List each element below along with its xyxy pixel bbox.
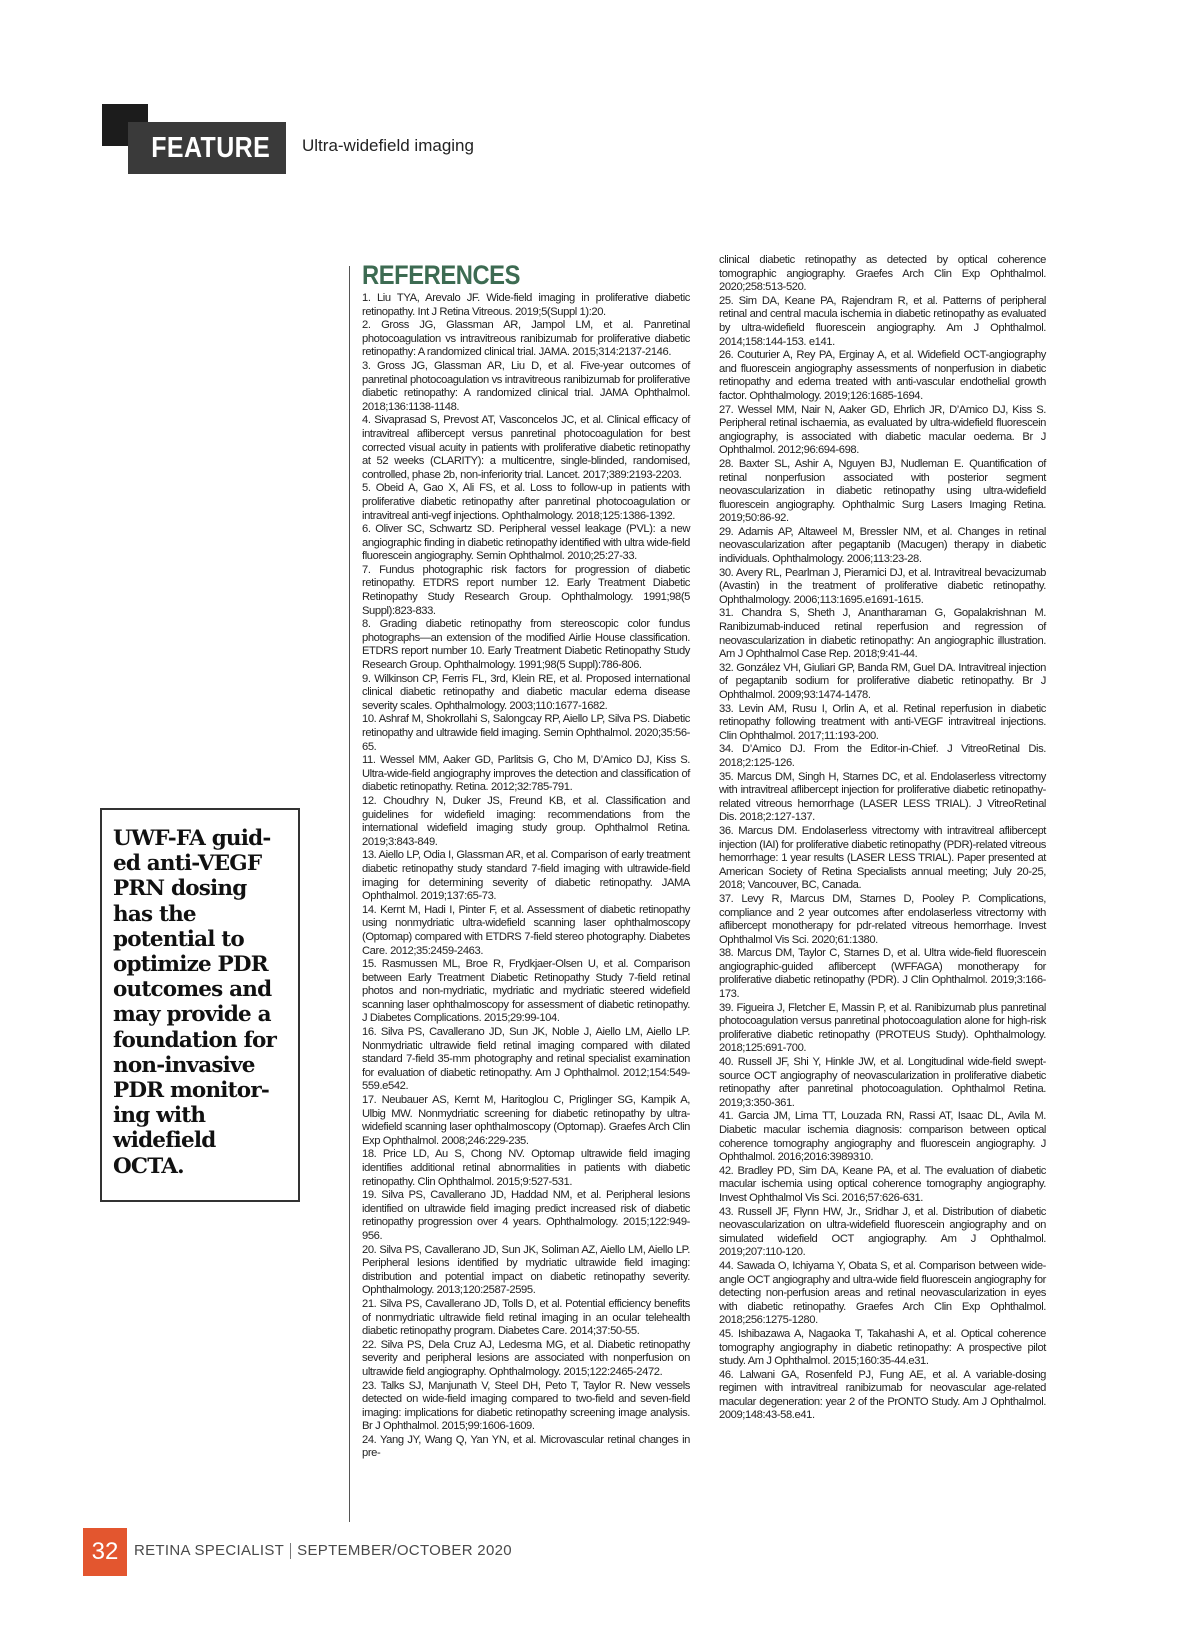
reference-entry: 34. D’Amico DJ. From the Editor-in-Chief. J VitreoRetinal Dis. 2018;2:125-126. [719,743,1046,769]
reference-entry: 30. Avery RL, Pearlman J, Pieramici DJ, et al. Intravitreal bevacizumab (Avastin) in the treatment of proliferative diabetic retinopathy. Ophthalmology. 2006;113:1695.e1691-1615. [719,566,1046,606]
reference-entry: 40. Russell JF, Shi Y, Hinkle JW, et al. Longitudinal wide-field swept-source OCT angiography of neovascularization in proliferative diabetic retinopathy after panretinal photocoagulation. Ophthalmol Retina. 2019;3:350-361. [719,1056,1046,1109]
reference-entry: 42. Bradley PD, Sim DA, Keane PA, et al. The evaluation of diabetic macular ischemia using optical coherence tomography angiography. Invest Ophthalmol Vis Sci. 2016;57:626-631. [719,1164,1046,1204]
reference-entry: 37. Levy R, Marcus DM, Starnes D, Pooley P. Complications, compliance and 2 year outcomes after endolaserless vitrectomy with aflibercept monotherapy for pdr-related vitreous hemorrhage. Invest Ophthalmol Vis Sci. 2020;61:1380. [719,892,1046,946]
reference-entry: 24. Yang JY, Wang Q, Yan YN, et al. Microvascular retinal changes in pre- [362,1433,690,1460]
reference-entry: 41. Garcia JM, Lima TT, Louzada RN, Rassi AT, Isaac DL, Avila M. Diabetic macular ischemia diagnosis: comparison between optical coherence tomography angiography and fluorescein angiography. J Ophthalmol. 2016;2016:3989310. [719,1110,1046,1164]
references-heading: REFERENCES [362,260,520,290]
reference-entry: 28. Baxter SL, Ashir A, Nguyen BJ, Nudleman E. Quantification of retinal nonperfusion associated with posterior segment neovascularization in diabetic retinopathy using ultra-widefield fluorescein angiography. Ophthalmic Surg Lasers Imaging Retina. 2019;50:86-92. [719,457,1046,525]
reference-entry: 3. Gross JG, Glassman AR, Liu D, et al. Five-year outcomes of panretinal photocoagulation vs intravitreous ranibizumab for proliferative diabetic retinopathy: A randomized clinical trial. JAMA Ophthalmol. 2018;136:1138-1148. [362,359,690,413]
reference-entry: 25. Sim DA, Keane PA, Rajendram R, et al. Patterns of peripheral retinal and central macula ischemia in diabetic retinopathy as evaluated by ultra-widefield fluorescein angiography. Am J Ophthalmol. 2014;158:144-153. e141. [719,294,1046,348]
reference-entry: 45. Ishibazawa A, Nagaoka T, Takahashi A, et al. Optical coherence tomography angiography in diabetic retinopathy: A prospective pilot study. Am J Ophthalmol. 2015;160:35-44.e31. [719,1327,1046,1368]
reference-entry: 17. Neubauer AS, Kernt M, Haritoglou C, Priglinger SG, Kampik A, Ulbig MW. Nonmydriatic screening for diabetic retinopathy by ultra-widefield scanning laser ophthalmoscopy (Optomap). Graefes Arch Clin Exp Ophthalmol. 2008;246:229-235. [362,1094,690,1147]
references-column-right [719,254,1046,1423]
reference-entry: 35. Marcus DM, Singh H, Starnes DC, et al. Endolaserless vitrectomy with intravitreal aflibercept injection for proliferative diabetic retinopathy-related vitreous hemorrhage (LASER LESS TRIAL). J VitreoRetinal Dis. 2018;2:127-137. [719,770,1046,824]
reference-entry: 22. Silva PS, Dela Cruz AJ, Ledesma MG, et al. Diabetic retinopathy severity and peripheral lesions are associated with nonperfusion on ultrawide field angiography. Ophthalmology. 2015;122:2465-2472. [362,1338,690,1378]
reference-entry: 43. Russell JF, Flynn HW, Jr., Sridhar J, et al. Distribution of diabetic neovascularization on ultra-widefield fluorescein angiography and on simulated widefield OCT angiography. Am J Ophthalmol. 2019;207:110-120. [719,1205,1046,1259]
footer-divider [290,1543,291,1559]
reference-entry: 15. Rasmussen ML, Broe R, Frydkjaer-Olsen U, et al. Comparison between Early Treatment Diabetic Retinopathy Study 7-field retinal photos and non-mydriatic, mydriatic and mydriatic steered widefield scanning laser ophthalmoscopy for assessment of diabetic retinopathy. J Diabetes Complications. 2015;29:99-104. [362,958,690,1025]
reference-entry: 1. Liu TYA, Arevalo JF. Wide-field imaging in proliferative diabetic retinopathy. Int J Retina Vitreous. 2019;5(Suppl 1):20. [362,292,690,318]
reference-entry: 11. Wessel MM, Aaker GD, Parlitsis G, Cho M, D’Amico DJ, Kiss S. Ultra-wide-field angiography improves the detection and classification of diabetic retinopathy. Retina. 2012;32:785-791. [362,754,690,794]
reference-entry: 33. Levin AM, Rusu I, Orlin A, et al. Retinal reperfusion in diabetic retinopathy following treatment with anti-VEGF intravitreal injections. Clin Ophthalmol. 2017;11:193-200. [719,702,1046,742]
reference-entry: 20. Silva PS, Cavallerano JD, Sun JK, Soliman AZ, Aiello LM, Aiello LP. Peripheral lesions identified by mydriatic ultrawide field imaging: distribution and potential impact on diabetic retinopathy severity. Ophthalmology. 2013;120:2587-2595. [362,1243,690,1297]
reference-entry: 16. Silva PS, Cavallerano JD, Sun JK, Noble J, Aiello LM, Aiello LP. Nonmydriatic ultrawide field retinal imaging compared with dilated standard 7-field 35-mm photography and retinal specialist examination for evaluation of diabetic retinopathy. Am J Ophthalmol. 2012;154:549-559.e542. [362,1026,690,1093]
reference-entry: 26. Couturier A, Rey PA, Erginay A, et al. Widefield OCT-angiography and fluorescein angiography assessments of nonperfusion in diabetic retinopathy and edema treated with anti-vascular endothelial growth factor. Ophthalmology. 2019;126:1685-1694. [719,349,1046,402]
reference-entry: 23. Talks SJ, Manjunath V, Steel DH, Peto T, Taylor R. New vessels detected on wide-field imaging compared to two-field and seven-field imaging: implications for diabetic retinopathy screening image analysis. Br J Ophthalmol. 2015;99:1606-1609. [362,1379,690,1433]
reference-entry: 32. González VH, Giuliari GP, Banda RM, Guel DA. Intravitreal injection of pegaptanib sodium for proliferative diabetic retinopathy. Br J Ophthalmol. 2009;93:1474-1478. [719,661,1046,701]
pull-quote-text: UWF-FA guid-ed anti-VEGF PRN dosing has the potential to optimize PDR outcomes and may provide a foundation for non-invasive PDR monitor-ing with widefield OCTA. [113,826,277,1179]
reference-entry: 31. Chandra S, Sheth J, Anantharaman G, Gopalakrishnan M. Ranibizumab-induced retinal reperfusion and regression of neovascularization in diabetic retinopathy: An angiographic illustration. Am J Ophthalmol Case Rep. 2018;9:41-44. [719,607,1046,661]
reference-entry: 46. Lalwani GA, Rosenfeld PJ, Fung AE, et al. A variable-dosing regimen with intravitreal ranibizumab for neovascular age-related macular degeneration: year 2 of the PrONTO Study. Am J Ophthalmol. 2009;148:43-58.e41. [719,1368,1046,1422]
page-number: 32 [83,1528,127,1576]
reference-entry: 36. Marcus DM. Endolaserless vitrectomy with intravitreal aflibercept injection (IAI) for proliferative diabetic retinopathy (PDR)-related vitreous hemorrhage: 1 year results (LASER LESS TRIAL). Paper presented at American Society of Retina Specialists annual meeting; July 20-25, 2018; Vancouver, BC, Canada. [719,824,1046,892]
reference-entry: 39. Figueira J, Fletcher E, Massin P, et al. Ranibizumab plus panretinal photocoagulation versus panretinal photocoagulation alone for high-risk proliferative diabetic retinopathy (PROTEUS Study). Ophthalmology. 2018;125:691-700. [719,1001,1046,1055]
reference-entry: 18. Price LD, Au S, Chong NV. Optomap ultrawide field imaging identifies additional retinal abnormalities in patients with diabetic retinopathy. Clin Ophthalmol. 2015;9:527-531. [362,1148,690,1188]
reference-entry: 4. Sivaprasad S, Prevost AT, Vasconcelos JC, et al. Clinical efficacy of intravitreal aflibercept versus panretinal photocoagulation for best corrected visual acuity in patients with proliferative diabetic retinopathy at 52 weeks (CLARITY): a multicentre, single-blinded, randomised, controlled, phase 2b, non-inferiority trial. Lancet. 2017;389:2193-2203. [362,414,690,481]
pull-quote-box [100,808,300,1202]
reference-entry: 14. Kernt M, Hadi I, Pinter F, et al. Assessment of diabetic retinopathy using nonmydriatic ultra-widefield scanning laser ophthalmoscopy (Optomap) compared with ETDRS 7-field stereo photography. Diabetes Care. 2012;35:2459-2463. [362,903,690,957]
reference-entry: 6. Oliver SC, Schwartz SD. Peripheral vessel leakage (PVL): a new angiographic finding in diabetic retinopathy identified with ultra wide-field fluorescein angiography. Semin Ophthalmol. 2010;25:27-33. [362,523,690,563]
feature-section-tab [128,122,286,174]
reference-entry: 2. Gross JG, Glassman AR, Jampol LM, et al. Panretinal photocoagulation vs intravitreous ranibizumab for proliferative diabetic retinopathy: A randomized clinical trial. JAMA. 2015;314:2137-2146. [362,319,690,359]
reference-entry: 12. Choudhry N, Duker JS, Freund KB, et al. Classification and guidelines for widefield imaging: recommendations from the international widefield imaging study group. Ophthalmol Retina. 2019;3:843-849. [362,794,690,848]
reference-entry: 27. Wessel MM, Nair N, Aaker GD, Ehrlich JR, D’Amico DJ, Kiss S. Peripheral retinal ischaemia, as evaluated by ultra-widefield fluorescein angiography, is associated with diabetic macular oedema. Br J Ophthalmol. 2012;96:694-698. [719,403,1046,457]
feature-label: FEATURE [151,132,271,164]
reference-entry: 5. Obeid A, Gao X, Ali FS, et al. Loss to follow-up in patients with proliferative diabetic retinopathy after panretinal photocoagulation or intravitreal anti-vegf injections. Ophthalmology. 2018;125:1386-1392. [362,482,690,522]
reference-entry: 19. Silva PS, Cavallerano JD, Haddad NM, et al. Peripheral lesions identified on ultrawide field imaging predict increased risk of diabetic retinopathy progression over 4 years. Ophthalmology. 2015;122:949-956. [362,1189,690,1242]
reference-entry: 21. Silva PS, Cavallerano JD, Tolls D, et al. Potential efficiency benefits of nonmydriatic ultrawide field retinal imaging in an ocular telehealth diabetic retinopathy program. Diabetes Care. 2014;37:50-55. [362,1297,690,1338]
reference-entry: 13. Aiello LP, Odia I, Glassman AR, et al. Comparison of early treatment diabetic retinopathy study standard 7-field imaging with ultrawide-field imaging for determining severity of diabetic retinopathy. JAMA Ophthalmol. 2019;137:65-73. [362,849,690,903]
reference-entry: 29. Adamis AP, Altaweel M, Bressler NM, et al. Changes in retinal neovascularization after pegaptanib (Macugen) therapy in diabetic individuals. Ophthalmology. 2006;113:23-28. [719,525,1046,566]
issue-date: SEPTEMBER/OCTOBER 2020 [297,1542,512,1559]
reference-entry: 9. Wilkinson CP, Ferris FL, 3rd, Klein RE, et al. Proposed international clinical diabetic retinopathy and diabetic macular edema disease severity scales. Ophthalmology. 2003;110:1677-1682. [362,672,690,712]
reference-entry: 8. Grading diabetic retinopathy from stereoscopic color fundus photographs—an extension of the modified Airlie House classification. ETDRS report number 10. Early Treatment Diabetic Retinopathy Study Research Group. Ophthalmology. 1991;98(5 Suppl):786-806. [362,618,690,672]
column-rule [349,266,350,1522]
reference-entry: 38. Marcus DM, Taylor C, Starnes D, et al. Ultra wide-field fluorescein angiographic-guided aflibercept (WFFAGA) monotherapy for proliferative diabetic retinopathy (PDR). J Clin Ophthalmol. 2019;3:166-173. [719,947,1046,1001]
reference-entry: 44. Sawada O, Ichiyama Y, Obata S, et al. Comparison between wide-angle OCT angiography and ultra-wide field fluorescein angiography for detecting non-perfusion areas and retinal neovascularization in eyes with diabetic retinopathy. Graefes Arch Clin Exp Ophthalmol. 2018;256:1275-1280. [719,1259,1046,1327]
feature-subtitle: Ultra-widefield imaging [302,136,474,155]
references-column-left [362,292,690,1461]
reference-entry: 10. Ashraf M, Shokrollahi S, Salongcay RP, Aiello LP, Silva PS. Diabetic retinopathy and ultrawide field imaging. Semin Ophthalmol. 2020;35:56-65. [362,713,690,753]
footer-publication-line [134,1542,512,1559]
reference-entry: 7. Fundus photographic risk factors for progression of diabetic retinopathy. ETDRS report number 12. Early Treatment Diabetic Retinopathy Study Research Group. Ophthalmology. 1991;98(5 Suppl):823-833. [362,563,690,617]
publication-name: RETINA SPECIALIST [134,1542,285,1559]
reference-entry: clinical diabetic retinopathy as detected by optical coherence tomographic angiography. Graefes Arch Clin Exp Ophthalmol. 2020;258:513-520. [719,254,1046,294]
